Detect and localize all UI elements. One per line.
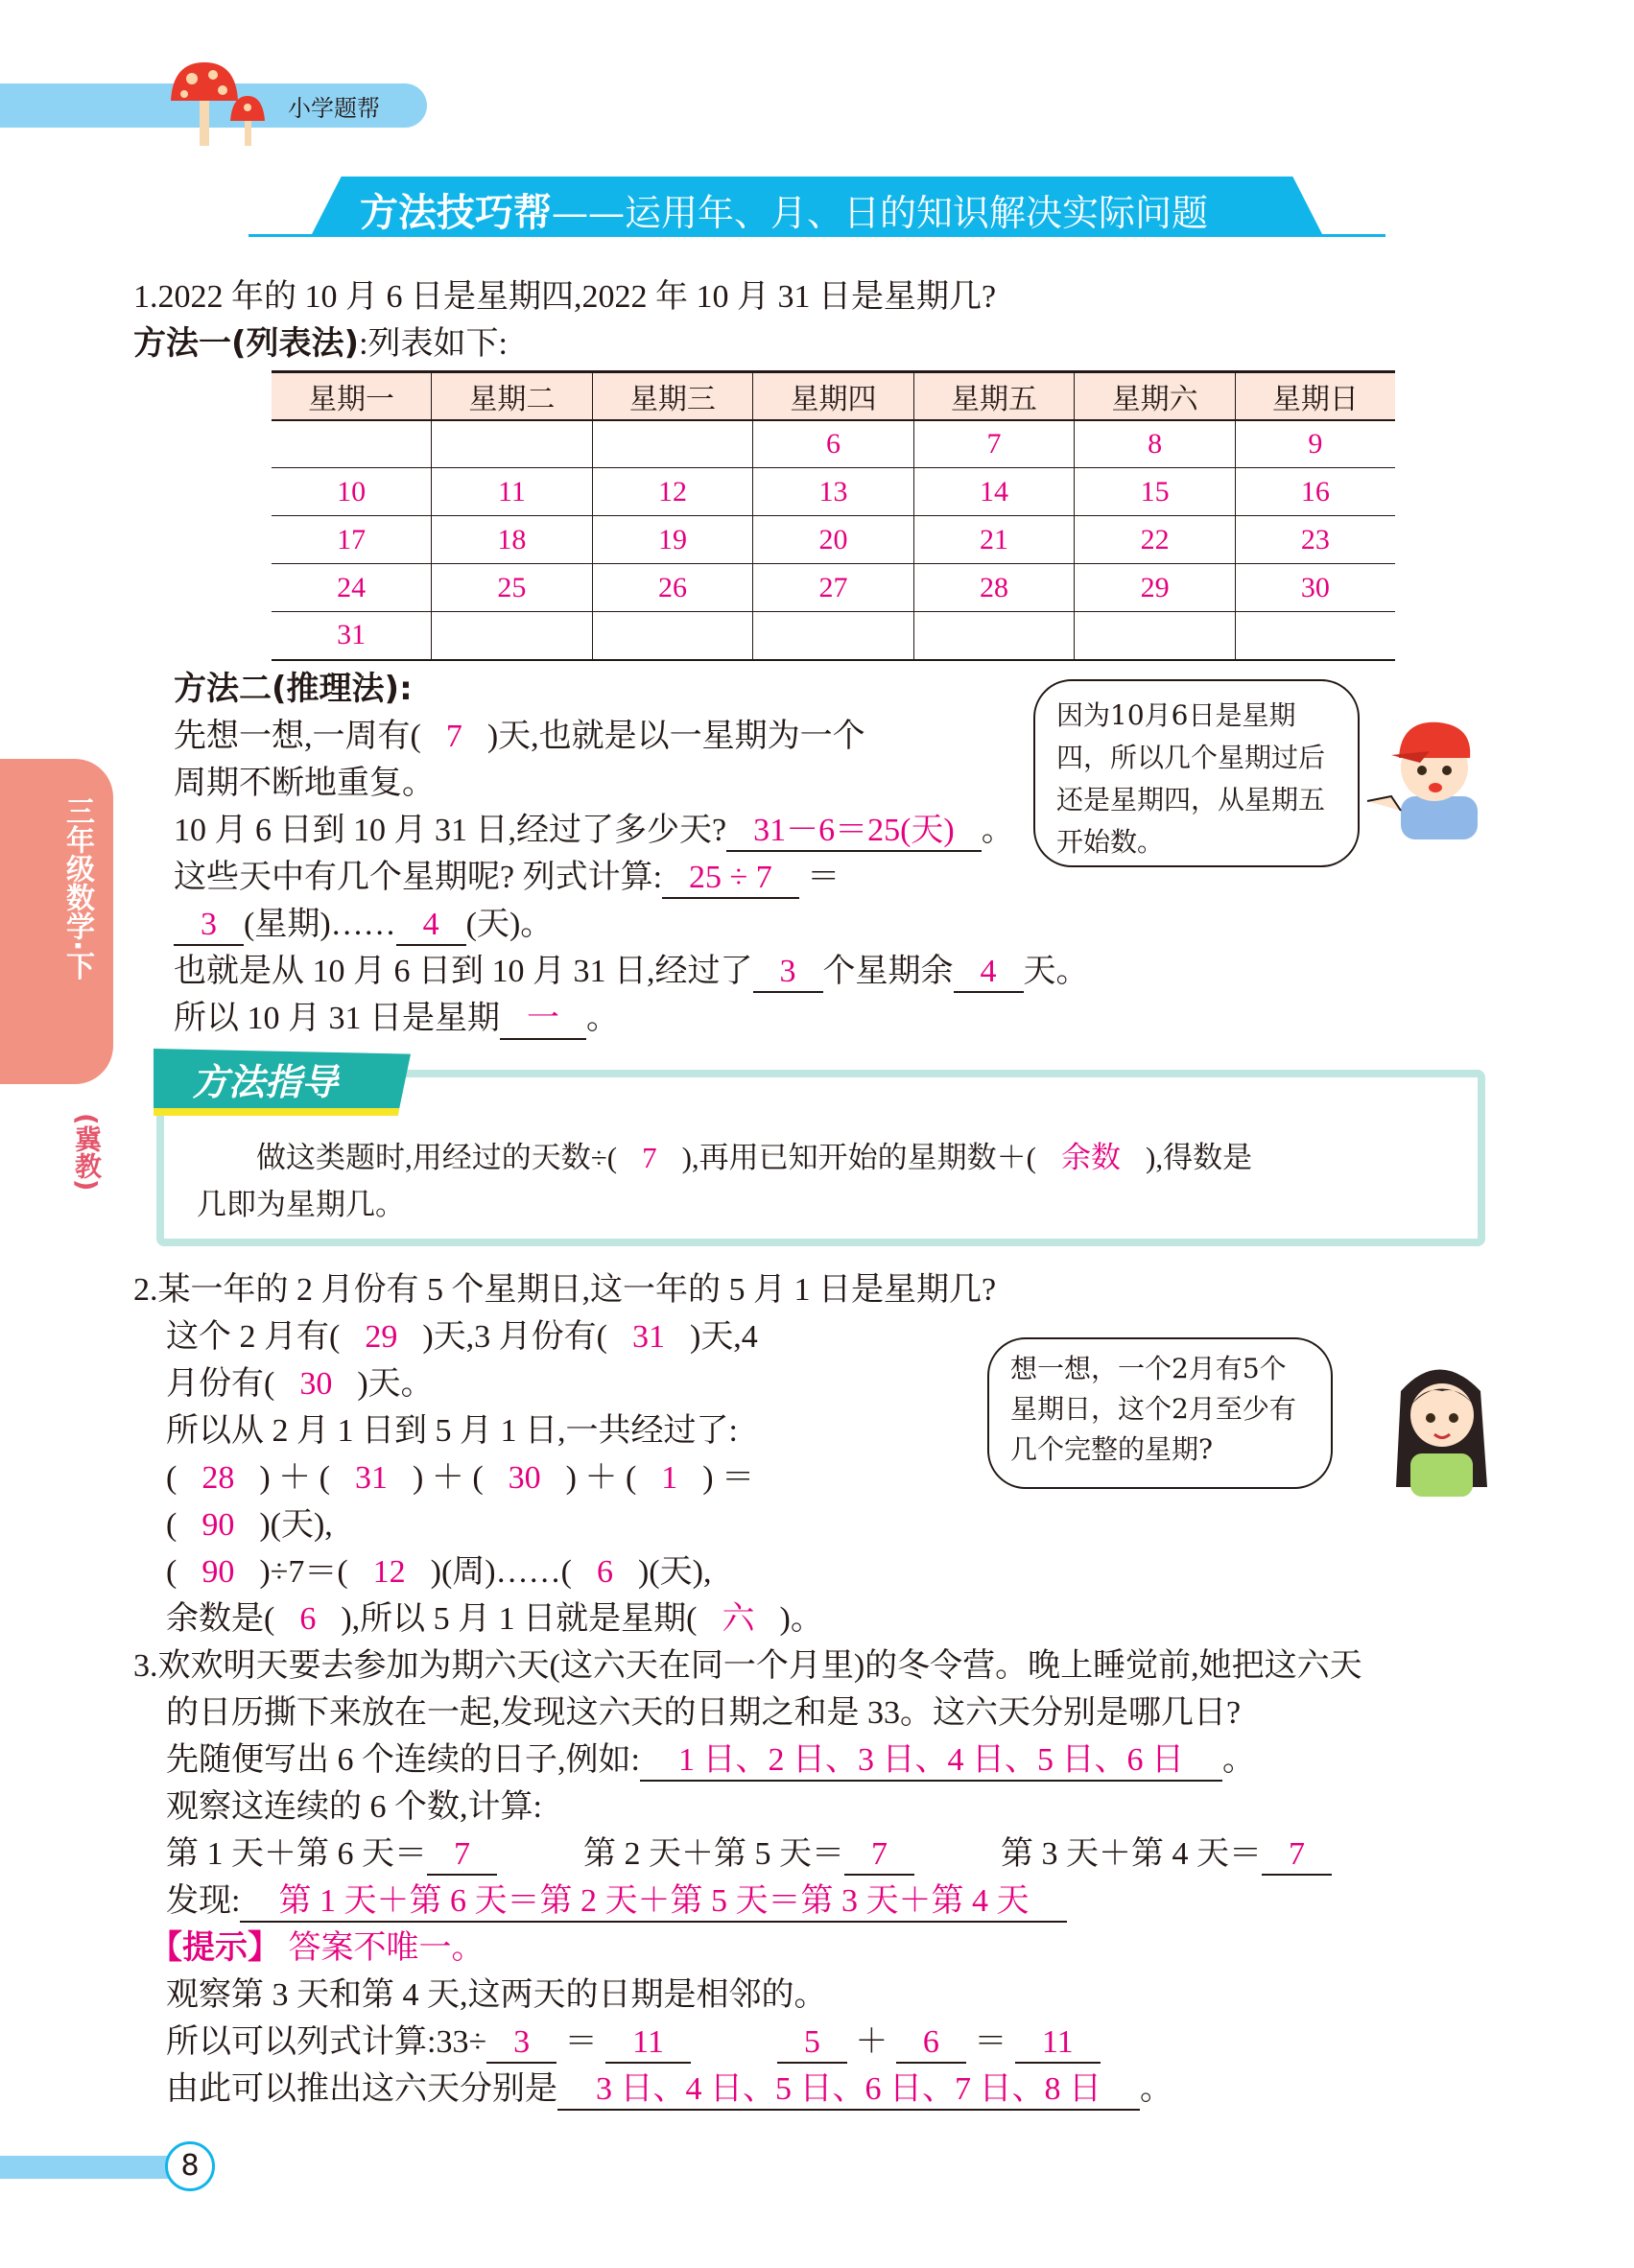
- date-cell: 27: [753, 564, 914, 612]
- date-cell: 17: [272, 516, 432, 564]
- text: 第 3 天＋第 4 天＝: [1001, 1836, 1262, 1872]
- answer-blank: 7: [844, 1835, 914, 1876]
- date-cell: [753, 612, 914, 660]
- answer-blank: 1 日、2 日、3 日、4 日、5 日、6 日: [640, 1741, 1222, 1782]
- text: 做这类题时,用经过的天数÷: [197, 1141, 607, 1174]
- text: ,得数是: [1155, 1141, 1253, 1174]
- brand-name: 小学题帮: [288, 95, 380, 122]
- text: (天)。: [465, 907, 554, 942]
- text-line: [133, 1313, 996, 1360]
- date-cell: 13: [753, 468, 914, 516]
- text-line: [133, 1689, 1362, 1736]
- date-cell: [1235, 612, 1395, 660]
- text-line: [174, 995, 1089, 1042]
- answer-blank: 4: [396, 906, 466, 946]
- text-line: [133, 1501, 996, 1548]
- text-line: [197, 1181, 1252, 1228]
- table-header-row: [272, 372, 1395, 420]
- column-header: 星期四: [753, 372, 914, 420]
- table-row: [272, 468, 1395, 516]
- text-line: [174, 854, 1089, 901]
- column-header: 星期五: [913, 372, 1075, 420]
- answer-paren: ( 30 ): [472, 1460, 577, 1496]
- date-cell: 11: [432, 468, 593, 516]
- column-header: 星期日: [1235, 372, 1395, 420]
- date-cell: 6: [753, 420, 914, 468]
- text: [133, 1930, 166, 1966]
- text: [133, 1554, 166, 1590]
- date-cell: 28: [913, 564, 1075, 612]
- text: 这个 2 月有: [133, 1319, 329, 1355]
- text: 周期不断地重复。: [174, 766, 435, 801]
- text: ＋: [270, 1460, 320, 1496]
- answer-blank: 11: [605, 2023, 691, 2064]
- hint-text: 答案不唯一。: [280, 1930, 485, 1966]
- text: [133, 1460, 166, 1496]
- boy-illustration-icon: [1362, 705, 1497, 839]
- question-3: [133, 1642, 1362, 2113]
- answer-blank: 11: [1015, 2023, 1101, 2064]
- column-header: 星期六: [1075, 372, 1236, 420]
- text: :列表如下:: [359, 326, 508, 362]
- date-cell: [272, 420, 432, 468]
- text: 天,也就是以一星期为一个: [498, 719, 865, 754]
- page-number-bar: [0, 2156, 182, 2179]
- side-grade-label: 三年级数学·下: [60, 796, 94, 980]
- text: ,再用已知开始的星期数＋: [691, 1141, 1027, 1174]
- text-line: [133, 1548, 996, 1595]
- date-cell: 21: [913, 516, 1075, 564]
- answer-blank: 第 1 天＋第 6 天＝第 2 天＋第 5 天＝第 3 天＋第 4 天: [240, 1882, 1067, 1923]
- text: 天。: [367, 1366, 434, 1402]
- answer-paren: ( 1 ): [626, 1460, 714, 1496]
- date-cell: 29: [1075, 564, 1236, 612]
- text: 这些天中有几个星期呢? 列式计算:: [174, 860, 663, 895]
- text: ÷7＝: [270, 1554, 338, 1590]
- text: ＝: [965, 2024, 1015, 2060]
- girl-illustration-icon: [1367, 1353, 1502, 1497]
- date-cell: [592, 420, 753, 468]
- text: 。: [790, 1601, 823, 1637]
- column-header: 星期三: [592, 372, 753, 420]
- text: 观察这连续的 6 个数,计算:: [133, 1789, 542, 1825]
- text-line: [133, 1360, 996, 1407]
- banner-subtitle: ——运用年、月、日的知识解决实际问题: [552, 192, 1209, 234]
- date-cell: 24: [272, 564, 432, 612]
- text-line: [133, 2066, 1362, 2113]
- date-cell: [432, 612, 593, 660]
- answer-blank: 3: [174, 906, 244, 946]
- text-line: [133, 273, 996, 320]
- answer-blank: 7: [427, 1835, 497, 1876]
- section-title: [360, 182, 1208, 237]
- text: ＝: [798, 860, 841, 895]
- side-publisher-label: (冀教): [71, 1113, 103, 1192]
- date-cell: [913, 612, 1075, 660]
- text: 天,3 月份有: [433, 1319, 597, 1355]
- text-line: [133, 1642, 1362, 1689]
- text: 的日历撕下来放在一起,发现这六天的日期之和是 33。这六天分别是哪几日?: [133, 1695, 1242, 1731]
- answer-blank: 25 ÷ 7: [662, 859, 799, 899]
- answer-blank: 4: [954, 953, 1024, 993]
- text: 所以可以列式计算:33÷: [133, 2024, 487, 2060]
- text-line: [197, 1134, 1252, 1181]
- date-cell: 31: [272, 612, 432, 660]
- answer-blank: 3: [753, 953, 823, 993]
- text: ＝: [557, 2024, 606, 2060]
- answer-paren: ( 六 ): [686, 1601, 791, 1637]
- answer-paren: ( 29 ): [329, 1319, 434, 1355]
- text-line: [174, 713, 1089, 760]
- text-line: [133, 1736, 1362, 1784]
- column-header: 星期二: [432, 372, 593, 420]
- text: 观察第 3 天和第 4 天,这两天的日期是相邻的。: [133, 1977, 827, 2013]
- text: 天。: [1023, 954, 1089, 989]
- text: 。: [1140, 2071, 1172, 2107]
- text: 先想一想,一周有: [174, 719, 411, 754]
- text-line: [133, 1831, 1362, 1878]
- hint-label: 【提示】: [166, 1928, 280, 1967]
- text-line: [174, 666, 1089, 713]
- answer-paren: ( 28 ): [166, 1460, 271, 1496]
- table-row: [272, 612, 1395, 660]
- date-cell: 22: [1075, 516, 1236, 564]
- text-line: [133, 1972, 1362, 2019]
- text: (天),: [649, 1554, 712, 1590]
- date-cell: 15: [1075, 468, 1236, 516]
- text-line: [174, 760, 1089, 807]
- column-header: 星期一: [272, 372, 432, 420]
- answer-paren: ( 90 ): [166, 1507, 271, 1543]
- answer-blank: 3 日、4 日、5 日、6 日、7 日、8 日: [557, 2070, 1140, 2111]
- text: 月份有: [133, 1366, 264, 1402]
- text: 3.欢欢明天要去参加为期六天(这六天在同一个月里)的冬令营。晚上睡觉前,她把这六天: [133, 1648, 1362, 1684]
- date-cell: 14: [913, 468, 1075, 516]
- method-guide-label: 方法指导: [192, 1061, 339, 1103]
- text: 第 1 天＋第 6 天＝: [133, 1836, 427, 1872]
- date-cell: [432, 420, 593, 468]
- text-line: [133, 1595, 996, 1642]
- text: 天,4: [700, 1319, 758, 1355]
- text-line: [133, 1407, 996, 1454]
- answer-paren: ( 30 ): [264, 1366, 368, 1402]
- text: 1.2022 年的 10 月 6 日是星期四,2022 年 10 月 31 日是星期几?: [133, 279, 997, 315]
- answer-paren: ( 6 ): [264, 1601, 352, 1637]
- answer-paren: ( 7 ): [411, 719, 499, 754]
- text-line: [133, 320, 996, 367]
- calendar-table: [272, 370, 1395, 661]
- table-row: [272, 564, 1395, 612]
- method-guide-text: [197, 1134, 1252, 1228]
- answer-blank: 一: [500, 1000, 586, 1040]
- date-cell: [1075, 612, 1236, 660]
- date-cell: 23: [1235, 516, 1395, 564]
- answer-blank: 7: [1262, 1835, 1332, 1876]
- answer-paren: ( 31 ): [597, 1319, 701, 1355]
- text: 先随便写出 6 个连续的日子,例如:: [133, 1742, 640, 1778]
- table-row: [272, 516, 1395, 564]
- method-label: 方法一(列表法): [133, 324, 360, 363]
- text: 由此可以推出这六天分别是: [133, 2071, 557, 2107]
- date-cell: 16: [1235, 468, 1395, 516]
- text: ,所以 5 月 1 日就是星期: [351, 1601, 687, 1637]
- text: 余数是: [133, 1601, 264, 1637]
- text: 发现:: [133, 1883, 241, 1919]
- text: 。: [981, 813, 1014, 848]
- answer-blank: 5: [777, 2023, 847, 2064]
- answer-paren: ( 90 ): [166, 1554, 271, 1590]
- text: ＋: [423, 1460, 473, 1496]
- text: 2.某一年的 2 月份有 5 个星期日,这一年的 5 月 1 日是星期几?: [133, 1272, 997, 1308]
- text: ＋: [576, 1460, 626, 1496]
- date-cell: 25: [432, 564, 593, 612]
- question-1: [133, 273, 996, 367]
- text-line: [133, 2019, 1362, 2066]
- text-line: [174, 948, 1089, 995]
- date-cell: 7: [913, 420, 1075, 468]
- date-cell: 26: [592, 564, 753, 612]
- date-cell: 9: [1235, 420, 1395, 468]
- date-cell: 18: [432, 516, 593, 564]
- text-line: [133, 1925, 1362, 1972]
- date-cell: [592, 612, 753, 660]
- text: 所以从 2 月 1 日到 5 月 1 日,一共经过了:: [133, 1413, 738, 1449]
- text: 第 2 天＋第 5 天＝: [583, 1836, 844, 1872]
- method-2: [174, 666, 1089, 1042]
- text-line: [133, 1454, 996, 1501]
- text: (周)……: [440, 1554, 561, 1590]
- mushroom-logo-icon: [163, 58, 278, 149]
- speech-bubble-girl: 想一想，一个2月有5个星期日，这个2月至少有几个完整的星期?: [987, 1337, 1333, 1489]
- text: ＋: [846, 2024, 896, 2060]
- text: 所以 10 月 31 日是星期: [174, 1001, 500, 1036]
- answer-paren: ( 7 ): [607, 1141, 692, 1174]
- date-cell: 20: [753, 516, 914, 564]
- text: ＝: [713, 1460, 755, 1496]
- date-cell: 30: [1235, 564, 1395, 612]
- banner-title: 方法技巧帮: [360, 191, 552, 235]
- method-label: 方法二(推理法):: [174, 670, 413, 708]
- text: 10 月 6 日到 10 月 31 日,经过了多少天?: [174, 813, 727, 848]
- speech-bubble-boy: 因为10月6日是星期四，所以几个星期过后还是星期四，从星期五开始数。: [1033, 679, 1360, 867]
- date-cell: 8: [1075, 420, 1236, 468]
- text-line: [174, 807, 1089, 854]
- answer-paren: ( 31 ): [320, 1460, 424, 1496]
- text: 几即为星期几。: [197, 1188, 405, 1221]
- page-number: 8: [165, 2141, 215, 2191]
- text-line: [133, 1266, 996, 1313]
- text: 也就是从 10 月 6 日到 10 月 31 日,经过了: [174, 954, 753, 989]
- text: (天),: [270, 1507, 333, 1543]
- answer-paren: ( 6 ): [561, 1554, 650, 1590]
- answer-blank: 3: [486, 2023, 557, 2064]
- text-line: [174, 901, 1089, 948]
- answer-paren: ( 余数 ): [1027, 1141, 1156, 1174]
- table-row: [272, 420, 1395, 468]
- date-cell: 10: [272, 468, 432, 516]
- text-line: [133, 1784, 1362, 1831]
- answer-blank: 31－6＝25(天): [726, 812, 982, 852]
- text: [133, 1507, 166, 1543]
- text: 。: [586, 1001, 619, 1036]
- text: (星期)……: [244, 907, 396, 942]
- text: 个星期余: [822, 954, 954, 989]
- date-cell: 19: [592, 516, 753, 564]
- answer-paren: ( 12 ): [337, 1554, 441, 1590]
- text: 。: [1221, 1742, 1255, 1778]
- text-line: [133, 1878, 1362, 1925]
- question-2: [133, 1266, 996, 1642]
- date-cell: 12: [592, 468, 753, 516]
- answer-blank: 6: [896, 2023, 966, 2064]
